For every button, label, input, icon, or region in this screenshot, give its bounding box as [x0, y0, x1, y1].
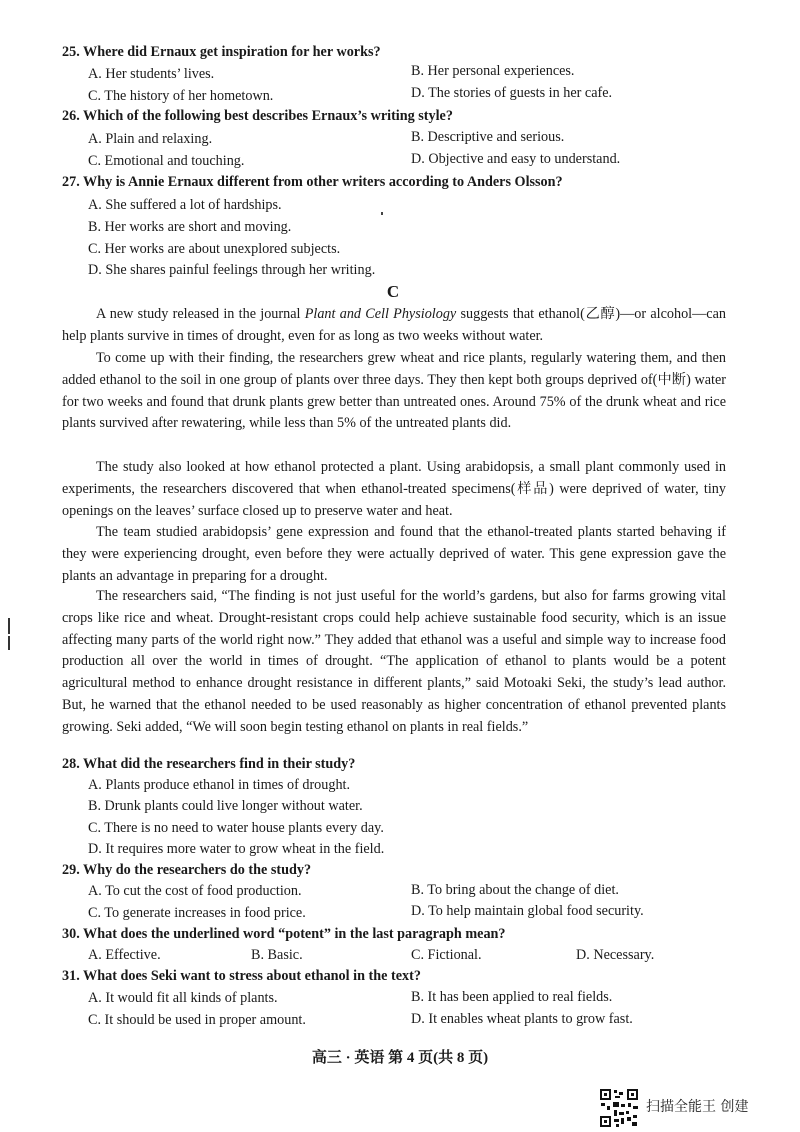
q27-option-b: B. Her works are short and moving. [88, 219, 292, 235]
print-speck [381, 212, 383, 215]
q25-option-c: C. The history of her hometown. [88, 88, 274, 104]
q29-option-a: A. To cut the cost of food production. [88, 883, 302, 899]
q25-option-a: A. Her students’ lives. [88, 66, 215, 82]
q26-option-c: C. Emotional and touching. [88, 153, 245, 169]
q31-option-a: A. It would fit all kinds of plants. [88, 990, 278, 1006]
passage-paragraph-3: The study also looked at how ethanol protected a plant. Using arabidopsis, a small plant commonly used in experiments, the researchers discovered that when ethanol-treated specimens(样品) were deprived of water, tiny openings on the leaves’ surface closed up to preserve water and heat. [62, 459, 726, 519]
q28-option-d: D. It requires more water to grow wheat in the field. [88, 841, 385, 857]
q25-option-b: B. Her personal experiences. [411, 63, 575, 79]
question-31: 31. What does Seki want to stress about ethanol in the text? [62, 968, 421, 984]
q31-option-c: C. It should be used in proper amount. [88, 1012, 306, 1028]
q26-option-b: B. Descriptive and serious. [411, 129, 565, 145]
passage-paragraph-4: The team studied arabidopsis’ gene expression and found that the ethanol-treated plants started behaving if they were experiencing drought, even before they were actually deprived of water. This gene expression gave the plants an advantage in preparing for a drought. [62, 524, 726, 584]
question-29: 29. Why do the researchers do the study? [62, 862, 312, 878]
scanner-watermark: 扫描全能王 创建 [646, 1099, 749, 1115]
q28-option-c: C. There is no need to water house plants every day. [88, 820, 384, 836]
q27-option-a: A. She suffered a lot of hardships. [88, 197, 282, 213]
q26-option-d: D. Objective and easy to understand. [411, 151, 621, 167]
q28-option-b: B. Drunk plants could live longer without water. [88, 798, 363, 814]
q28-option-a: A. Plants produce ethanol in times of drought. [88, 777, 351, 793]
question-28: 28. What did the researchers find in their study? [62, 756, 356, 772]
journal-name: Plant and Cell Physiology [304, 306, 457, 322]
question-26: 26. Which of the following best describes Ernaux’s writing style? [62, 108, 453, 124]
q30-option-b: B. Basic. [251, 947, 303, 963]
q31-option-b: B. It has been applied to real fields. [411, 989, 613, 1005]
page-footer: 高三 · 英语 第 4 页(共 8 页) [311, 1050, 489, 1066]
passage-paragraph-1 [62, 304, 726, 348]
margin-mark [8, 618, 10, 634]
q25-option-d: D. The stories of guests in her cafe. [411, 85, 613, 101]
q29-option-d: D. To help maintain global food security. [411, 903, 644, 919]
q30-option-a: A. Effective. [88, 947, 161, 963]
passage-paragraph-2: To come up with their finding, the researchers grew wheat and rice plants, regularly watering them, and then added ethanol to the soil in one group of plants over three days. They then kept both groups deprived of(中断) water for two weeks and found that drunk plants grew better than untreated ones. Around 75% of the drunk wheat and rice plants survived after rewatering, while less than 5% of the untreated plants did. [62, 350, 726, 432]
q26-option-a: A. Plain and relaxing. [88, 131, 213, 147]
q30-option-d: D. Necessary. [576, 947, 655, 963]
q27-option-c: C. Her works are about unexplored subjects. [88, 241, 341, 257]
section-title: C [386, 282, 400, 301]
question-25: 25. Where did Ernaux get inspiration for her works? [62, 44, 381, 60]
p1-tail: suggests that ethanol(乙醇)—or alcohol—can help plants survive in times of drought, even for as long as two weeks without water. [62, 306, 726, 344]
question-27: 27. Why is Annie Ernaux different from other writers according to Anders Olsson? [62, 174, 563, 190]
passage-paragraph-5: The researchers said, “The finding is not just useful for the world’s gardens, but also for farms growing vital crops like rice and wheat. Drought-resistant crops could help achieve sustainable food security, which is an issue affecting many parts of the world right now.” They added that ethanol was a useful and simple way to increase food production all over the world in times of drought. “The application of ethanol to plants would be a potent agricultural method to enhance drought resistance in different plants,” said Motoaki Seki, the study’s lead author. But, he warned that the ethanol needed to be used reasonably as higher concentration of ethanol prevented plants growing. Seki added, “We will soon begin testing ethanol on plants in real fields.” [62, 588, 726, 735]
qr-code-icon [599, 1088, 639, 1128]
margin-mark [8, 636, 10, 650]
q30-option-c: C. Fictional. [411, 947, 482, 963]
q29-option-c: C. To generate increases in food price. [88, 905, 306, 921]
p1-lead: A new study released in the journal [96, 306, 305, 322]
q27-option-d: D. She shares painful feelings through her writing. [88, 262, 376, 278]
q29-option-b: B. To bring about the change of diet. [411, 882, 619, 898]
question-30: 30. What does the underlined word “potent” in the last paragraph mean? [62, 926, 506, 942]
q31-option-d: D. It enables wheat plants to grow fast. [411, 1011, 633, 1027]
